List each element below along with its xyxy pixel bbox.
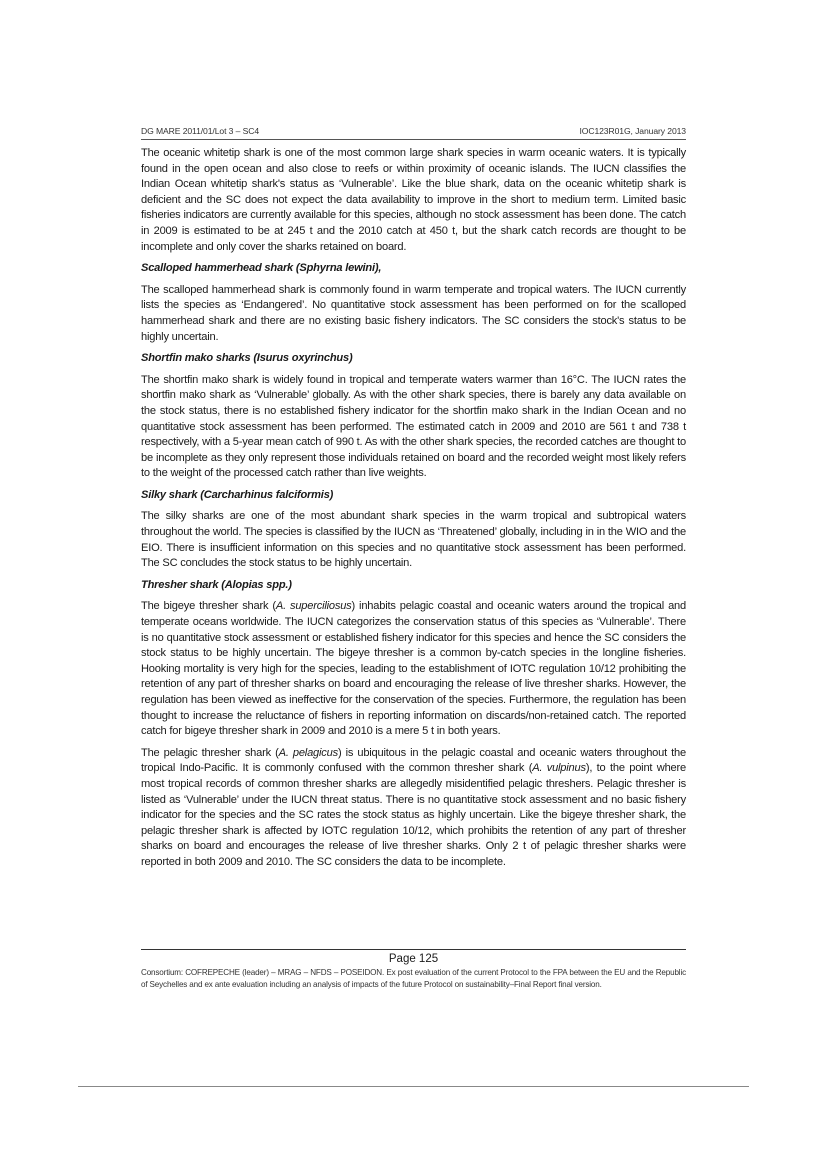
paragraph-oceanic-whitetip: The oceanic whitetip shark is one of the most common large shark species in warm oceanic waters. It is typically found in the open ocean and also close to reefs or within proximity of oceanic islands. The IUCN classifies the Indian Ocean whitetip shark's status as ‘Vulnerable’. Like the blue shark, data on the oceanic whitetip shark is deficient and the SC does not expect the data availability to improve in the short to medium term. Limited basic fisheries indicators are currently available for this species, although no stock assessment has been done. The catch in 2009 is estimated to be at 245 t and the 2010 catch at 450 t, but the shark catch records are thought to be incomplete and only cover the sharks retained on board.	[141, 147, 686, 253]
header-rule	[141, 139, 686, 140]
paragraph-bigeye-thresher	[141, 599, 686, 739]
text-run: ) inhabits pelagic coastal and oceanic waters around the tropical and temperate oceans worldwide. The IUCN categorizes the conservation status of this species as ‘Vulnerable’. There is no quantitative stock assessment or established fishery indicator for this species and hence the SC considers the stock status to be highly uncertain. The bigeye thresher is a common by-catch species in the longline fisheries. Hooking mortality is very high for the species, leading to the establishment of IOTC regulation 10/12 prohibiting the retention of any part of thresher sharks on board and encouraging the release of live thresher sharks. However, the regulation has been viewed as ineffective for the conservation of the species. Furthermore, the regulation has been thought to increase the reluctance of fishers in reporting information on discards/non-retained catch. The reported catch for bigeye thresher shark in 2009 and 2010 is a mere 5 t in both years.	[141, 600, 686, 738]
footer-note: Consortium: COFREPECHE (leader) – MRAG – NFDS – POSEIDON. Ex post evaluation of the current Protocol to the FPA between the EU and the Republic of Seychelles and ex ante evaluation including an analysis of impacts of the future Protocol on sustainability–Final Report final version.	[141, 968, 686, 989]
heading-thresher-shark: Thresher shark (Alopias spp.)	[141, 578, 292, 591]
heading-shortfin-mako: Shortfin mako sharks (Isurus oxyrinchus)	[141, 352, 353, 365]
footer-rule	[141, 949, 686, 950]
species-name: A. pelagicus	[278, 746, 338, 759]
paragraph-pelagic-thresher	[141, 746, 686, 871]
text-run: ), to the point where most tropical records of common thresher sharks are allegedly misidentified pelagic threshers. Pelagic thresher is listed as ‘Vulnerable’ under the IUCN threat status. There is no quantitative stock assessment and no basic fishery indicator for the species and the SC rates the stock status as highly uncertain. Like the bigeye thresher shark, the pelagic thresher shark is affected by IOTC regulation 10/12, which prohibits the retention of any part of thresher sharks on board and encourages the release of live thresher sharks. Only 2 t of pelagic thresher sharks were reported in both 2009 and 2010. The SC considers the data to be incomplete.	[141, 762, 686, 868]
text-run: The pelagic thresher shark (	[141, 746, 279, 759]
paragraph-silky-shark: The silky sharks are one of the most abundant shark species in the warm tropical and subtropical waters throughout the world. The species is classified by the IUCN as ‘Threatened’ globally, including in in the WIO and the EIO. There is insufficient information on this species and no quantitative stock assessment has been performed. The SC concludes the stock status to be highly uncertain.	[141, 510, 686, 570]
running-header	[141, 126, 686, 136]
header-right: IOC123R01G, January 2013	[579, 126, 686, 136]
paragraph-shortfin-mako: The shortfin mako shark is widely found in tropical and temperate waters warmer than 16°C. The IUCN rates the shortfin mako shark as ‘Vulnerable’ globally. As with the other shark species, there is barely any data available on the stock status, there is no established fishery indicator for the shortfin mako shark in the Indian Ocean and no quantitative stock assessment has been performed. The estimated catch in 2009 and 2010 are 561 t and 738 t respectively, with a 5-year mean catch of 990 t. As with the other shark species, the recorded catches are thought to be incomplete as they only represent those individuals retained on board and the recorded weight most likely refers to the weight of the processed catch rather than live weights.	[141, 373, 686, 480]
body-content	[141, 146, 686, 877]
species-name: A. superciliosus	[275, 600, 352, 613]
header-left: DG MARE 2011/01/Lot 3 – SC4	[141, 126, 259, 136]
species-name: A. vulpinus	[532, 762, 586, 775]
heading-scalloped-hammerhead: Scalloped hammerhead shark (Sphyrna lewini),	[141, 262, 382, 275]
heading-silky-shark: Silky shark (Carcharhinus falciformis)	[141, 488, 334, 501]
paragraph-scalloped-hammerhead: The scalloped hammerhead shark is commonly found in warm temperate and tropical waters. The IUCN currently lists the species as ‘Endangered’. No quantitative stock assessment has been performed on for the scalloped hammerhead shark and there are no existing basic fishery indicators. The SC considers the stock's status to be highly uncertain.	[141, 283, 686, 343]
text-run: ) is ubiquitous in the pelagic coastal and oceanic waters throughout the tropical Indo-Pacific. It is commonly confused with the common thresher shark (	[141, 746, 686, 775]
page-number: Page 125	[388, 953, 439, 965]
page-bottom-rule	[78, 1086, 749, 1087]
text-run: The bigeye thresher shark (	[141, 600, 276, 613]
